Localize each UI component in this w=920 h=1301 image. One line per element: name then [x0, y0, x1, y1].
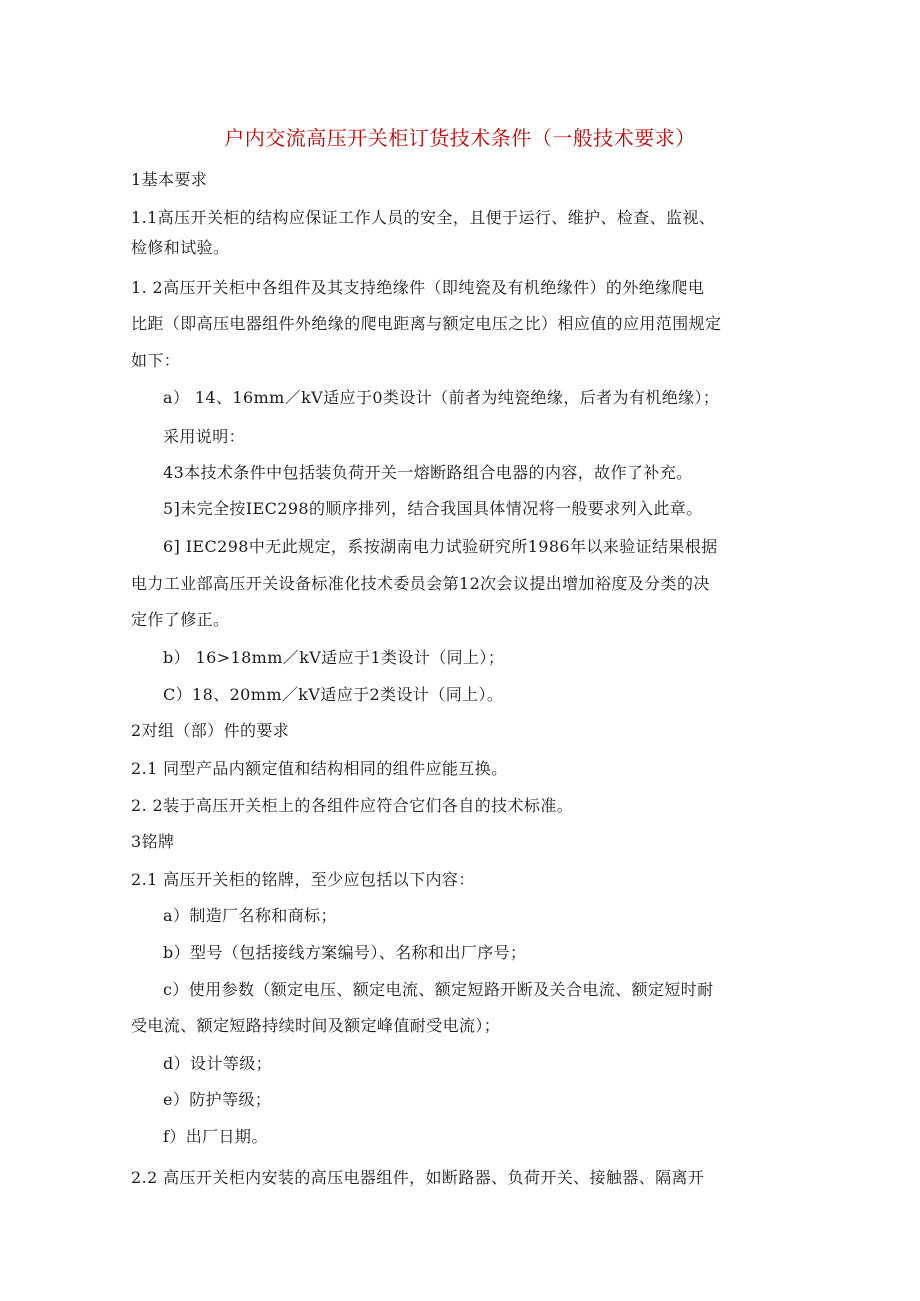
nameplate-item-e: e）防护等级；: [163, 1090, 272, 1109]
nameplate-item-d: d）设计等级；: [163, 1054, 273, 1073]
clause-1-1-line-1: 1.1高压开关柜的结构应保证工作人员的安全，且便于运行、维护、检查、监视、: [131, 208, 716, 227]
nameplate-item-f: f）出厂日期。: [163, 1127, 268, 1146]
note-6-line-1: 6] IEC298中无此规定，系按湖南电力试验研究所1986年以来验证结果根据: [163, 537, 718, 556]
note-5: 5]未完全按IEC298的顺序排列，结合我国具体情况将一般要求列入此章。: [163, 499, 703, 518]
item-c-class-2: C）18、20mm／kV适应于2类设计（同上）。: [163, 685, 504, 704]
heading-2-components: 2对组（部）件的要求: [131, 721, 290, 740]
clause-2-1: 2.1 同型产品内额定值和结构相同的组件应能互换。: [131, 759, 508, 778]
item-b-class-1: b） 16>18mm／kV适应于1类设计（同上）；: [163, 648, 505, 667]
clause-1-1-line-2: 检修和试验。: [131, 238, 230, 257]
note-43: 43本技术条件中包括装负荷开关一熔断路组合电器的内容，故作了补充。: [163, 463, 693, 482]
clause-1-2-line-3: 如下：: [131, 351, 181, 370]
heading-3-nameplate: 3铭牌: [131, 832, 175, 851]
clause-1-2-line-2: 比距（即高压电器组件外绝缘的爬电距离与额定电压之比）相应值的应用范围规定: [131, 314, 722, 333]
clause-2-2: 2. 2装于高压开关柜上的各组件应符合它们各自的技术标准。: [131, 796, 574, 815]
clause-nameplate-2-1: 2.1 高压开关柜的铭牌，至少应包括以下内容：: [131, 870, 475, 889]
nameplate-item-a: a）制造厂名称和商标；: [163, 906, 337, 925]
clause-nameplate-2-2: 2.2 高压开关柜内安装的高压电器组件，如断路器、负荷开关、接触器、隔离开: [131, 1168, 705, 1187]
note-6-line-3: 定作了修正。: [131, 610, 230, 629]
document-title: 户内交流高压开关柜订货技术条件（一般技术要求）: [224, 126, 696, 150]
adoption-note-label: 采用说明：: [163, 427, 246, 446]
clause-1-2-line-1: 1. 2高压开关柜中各组件及其支持绝缘件（即纯瓷及有机绝缘件）的外绝缘爬电: [131, 278, 705, 297]
nameplate-item-b: b）型号（包括接线方案编号）、名称和出厂序号；: [163, 943, 527, 962]
nameplate-item-c-line-2: 受电流、额定短路持续时间及额定峰值耐受电流）；: [131, 1016, 501, 1035]
heading-1-basic-requirements: 1基本要求: [131, 170, 208, 189]
nameplate-item-c-line-1: c）使用参数（额定电压、额定电流、额定短路开断及关合电流、额定短时耐: [163, 980, 714, 999]
note-6-line-2: 电力工业部高压开关设备标准化技术委员会第12次会议提出增加裕度及分类的决: [131, 574, 710, 593]
item-a-class-0: a） 14、16mm／kV适应于0类设计（前者为纯瓷绝缘，后者为有机绝缘）；: [163, 388, 720, 407]
